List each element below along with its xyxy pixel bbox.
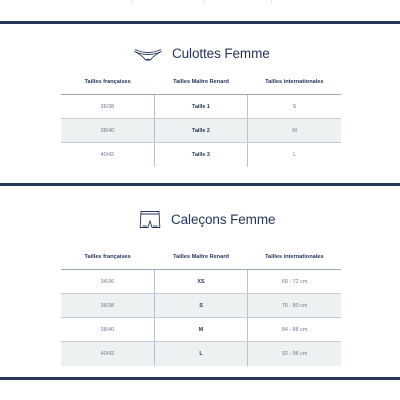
maitre-renard-size-cell: XS — [154, 270, 247, 294]
table-row — [61, 95, 341, 119]
column-header-maitre-renard-sizes: Tailles Maître Renard — [154, 70, 247, 95]
table-row — [61, 318, 341, 342]
french-size-cell: 38/40 — [61, 318, 154, 342]
maitre-renard-size-cell: Taille 3 — [154, 143, 247, 167]
briefs-icon — [133, 43, 163, 68]
section-divider — [0, 21, 400, 24]
french-size-cell: 40/42 — [61, 342, 154, 366]
boxer-shorts-icon — [138, 209, 162, 236]
maitre-renard-size-cell: S — [154, 294, 247, 318]
maitre-renard-size-cell: Taille 1 — [154, 95, 247, 119]
column-header-french-sizes: Tailles françaises — [61, 245, 154, 270]
waist-measurement-cell: 76 - 80 cm — [248, 294, 341, 318]
french-size-cell: 40/42 — [100, 151, 115, 158]
column-header-maitre-renard-sizes: Tailles Maître Renard — [154, 245, 247, 270]
top-edge-mark — [131, 0, 132, 3]
section-title: Caleçons Femme — [171, 212, 276, 227]
table-header-row — [61, 245, 341, 270]
table-row — [61, 294, 341, 318]
column-header-french-sizes: Tailles françaises — [61, 70, 154, 95]
column-header-international-sizes: Tailles internationales — [248, 245, 341, 270]
maitre-renard-size-cell: L — [154, 342, 247, 366]
section-divider — [0, 377, 400, 380]
international-size-cell: S — [248, 95, 341, 119]
table-row — [61, 342, 341, 366]
column-header-international-sizes: Tailles internationales — [248, 70, 341, 95]
section-header — [0, 43, 400, 67]
table-header-row — [61, 70, 341, 95]
waist-measurement-cell: 68 - 72 cm — [248, 270, 341, 294]
section-header — [0, 209, 400, 233]
maitre-renard-size-cell: Taille 2 — [154, 119, 247, 143]
french-size-cell: 36/38 — [61, 95, 154, 119]
french-size-cell: 34/36 — [61, 270, 154, 294]
table-row — [61, 143, 341, 167]
waist-measurement-cell: 84 - 88 cm — [248, 318, 341, 342]
international-size-cell: M — [248, 119, 341, 143]
section-divider — [0, 183, 400, 186]
waist-measurement-cell: 92 - 96 cm — [248, 342, 341, 366]
top-edge-mark — [203, 0, 204, 3]
maitre-renard-size-cell: M — [154, 318, 247, 342]
top-edge-mark — [271, 0, 272, 3]
table-row — [61, 119, 341, 143]
table-row — [61, 270, 341, 294]
french-size-cell: 38/40 — [61, 119, 154, 143]
size-table — [61, 245, 341, 366]
size-table — [61, 70, 341, 167]
french-size-cell: 36/38 — [61, 294, 154, 318]
section-title: Culottes Femme — [172, 46, 270, 61]
international-size-cell: L — [248, 143, 341, 167]
